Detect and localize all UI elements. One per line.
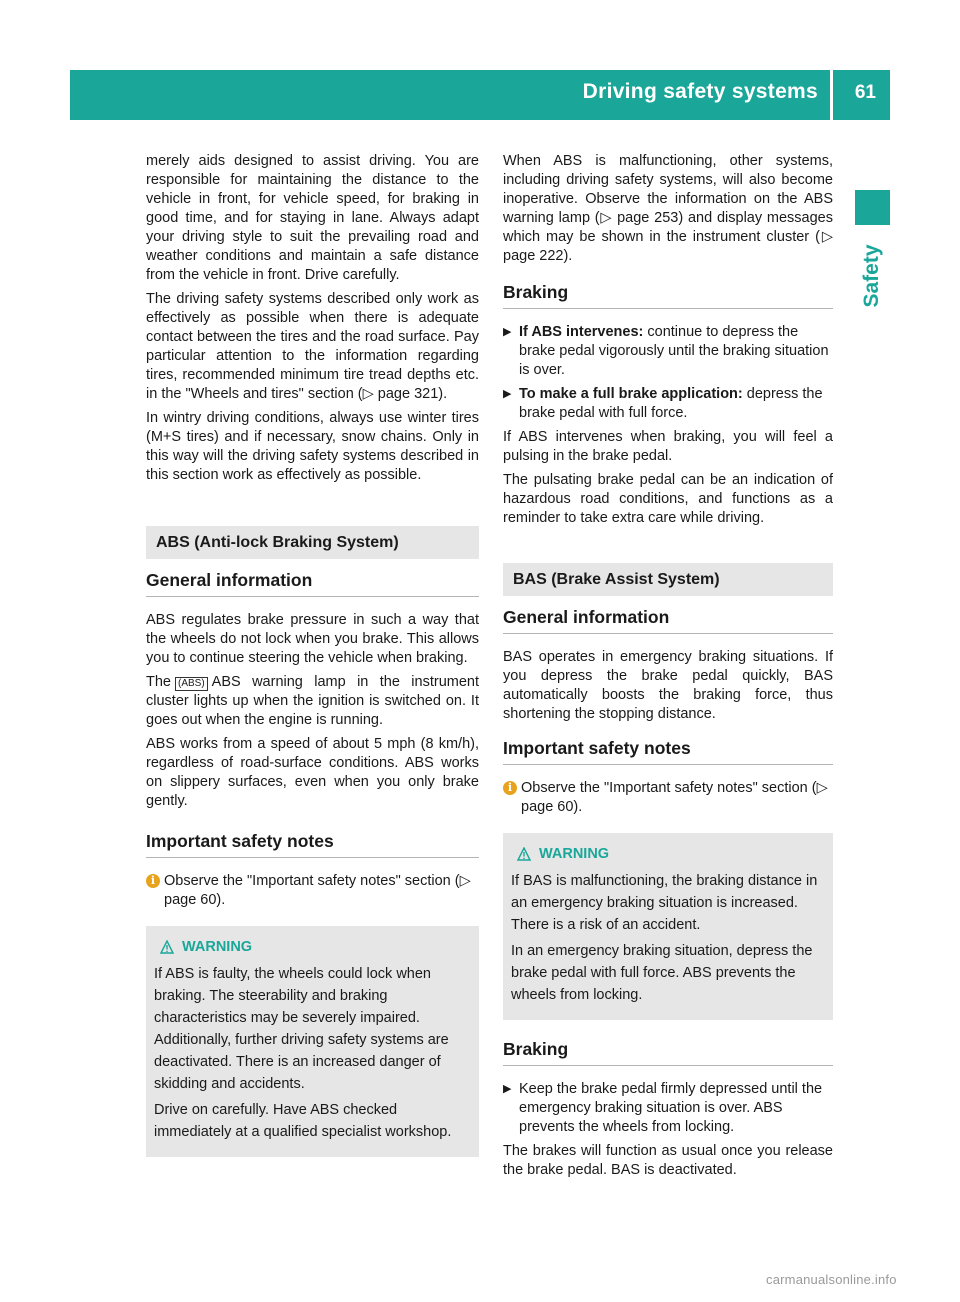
info-note: i Observe the "Important safety notes" section (▷ page 60). — [503, 779, 833, 817]
important-safety-notes-heading: Important safety notes — [146, 832, 479, 858]
intro-paragraph: In wintry driving conditions, always use winter tires (M+S tires) and if necessary, snow chains. Only in this way will the driving safety systems described in this section work as effectively as possible. — [146, 410, 479, 483]
page-number: 61 — [854, 82, 876, 103]
abs-warning-lamp-icon: (ABS) — [175, 677, 208, 691]
page-section-title: Driving safety systems — [582, 80, 818, 103]
instruction-step: ▶ To make a full brake application: depress the brake pedal with full force. — [503, 386, 823, 421]
general-information-heading: General information — [146, 571, 479, 597]
warning-triangle-icon — [517, 847, 531, 861]
info-note: i Observe the "Important safety notes" section (▷ page 60). — [146, 872, 479, 910]
general-information-heading: General information — [503, 608, 833, 634]
warning-box — [146, 926, 479, 1157]
info-icon: i — [503, 781, 517, 795]
warning-text: In an emergency braking situation, depress the brake pedal with full force. ABS prevents the wheels from locking. — [511, 943, 813, 1003]
step-arrow-icon: ▶ — [503, 326, 512, 338]
warning-text: If ABS is faulty, the wheels could lock when braking. The steerability and braking characteristics may be severely impaired. Additionally, further driving safety systems are deactivated. There is an increased danger of skidding and accidents. — [154, 966, 449, 1092]
warning-text: Drive on carefully. Have ABS checked immediately at a qualified specialist workshop. — [154, 1102, 452, 1140]
left-column — [146, 152, 479, 1157]
warning-triangle-icon — [160, 940, 174, 954]
braking-heading: Braking — [503, 1040, 833, 1066]
right-column — [503, 152, 833, 1185]
step-arrow-icon: ▶ — [503, 1083, 512, 1095]
step-arrow-icon: ▶ — [503, 388, 512, 400]
intro-paragraph: The driving safety systems described only work as effectively as possible when there is adequate contact between the tires and the road surface. Pay particular attention to the information regarding tires, recommended minimum tire tread depths etc. in the "Wheels and tires" section (▷ page 321). — [146, 291, 479, 402]
watermark: carmanualsonline.info — [766, 1272, 897, 1287]
warning-box — [503, 833, 833, 1020]
info-icon: i — [146, 874, 160, 888]
bas-final-paragraph: The brakes will function as usual once you release the brake pedal. BAS is deactivated. — [503, 1143, 833, 1178]
abs-section-heading: ABS (Anti-lock Braking System) — [146, 526, 479, 559]
braking-paragraph: If ABS intervenes when braking, you will feel a pulsing in the brake pedal. — [503, 429, 833, 464]
bas-section-heading: BAS (Brake Assist System) — [503, 563, 833, 596]
braking-paragraph: The pulsating brake pedal can be an indication of hazardous road conditions, and functions as a reminder to take extra care while driving. — [503, 472, 833, 526]
abs-malfunction-paragraph: When ABS is malfunctioning, other systems, including driving safety systems, will also become inoperative. Observe the information on the ABS warning lamp (▷ page 253) and display messages which may be shown in the instrument cluster (▷ page 222). — [503, 153, 833, 264]
side-tab-marker — [855, 190, 890, 225]
instruction-step: ▶ Keep the brake pedal firmly depressed until the emergency braking situation is over. ABS prevents the wheels from locking. — [503, 1081, 823, 1135]
bas-general-paragraph: BAS operates in emergency braking situations. If you depress the brake pedal quickly, BAS automatically boosts the braking force, thus shortening the stopping distance. — [503, 649, 833, 722]
warning-title: WARNING — [182, 939, 253, 955]
abs-speed-paragraph: ABS works from a speed of about 5 mph (8 km/h), regardless of road-surface conditions. ABS works on slippery surfaces, even when you only brake gently. — [146, 736, 479, 809]
header-bar — [70, 70, 890, 120]
braking-heading: Braking — [503, 283, 833, 309]
abs-general-paragraph: ABS regulates brake pressure in such a way that the wheels do not lock when you brake. This allows you to continue steering the vehicle when braking. — [146, 612, 479, 666]
important-safety-notes-heading: Important safety notes — [503, 739, 833, 765]
intro-paragraph: merely aids designed to assist driving. You are responsible for maintaining the distance to the vehicle in front, for vehicle speed, for braking in good time, and for staying in lane. Always adapt your driving style to suit the prevailing road and weather conditions and maintain a safe distance from the vehicle in front. Drive carefully. — [146, 153, 479, 283]
header-divider — [830, 70, 833, 120]
warning-text: If BAS is malfunctioning, the braking distance in an emergency braking situation is increased. There is a risk of an accident. — [511, 873, 818, 933]
warning-title: WARNING — [539, 846, 610, 862]
side-tab-label: Safety — [860, 244, 883, 308]
instruction-step: ▶ If ABS intervenes: continue to depress the brake pedal vigorously until the braking situation is over. — [503, 324, 829, 378]
abs-warning-lamp-paragraph: The (ABS) ABS warning lamp in the instrument cluster lights up when the ignition is switched on. It goes out when the engine is running. — [146, 674, 479, 728]
